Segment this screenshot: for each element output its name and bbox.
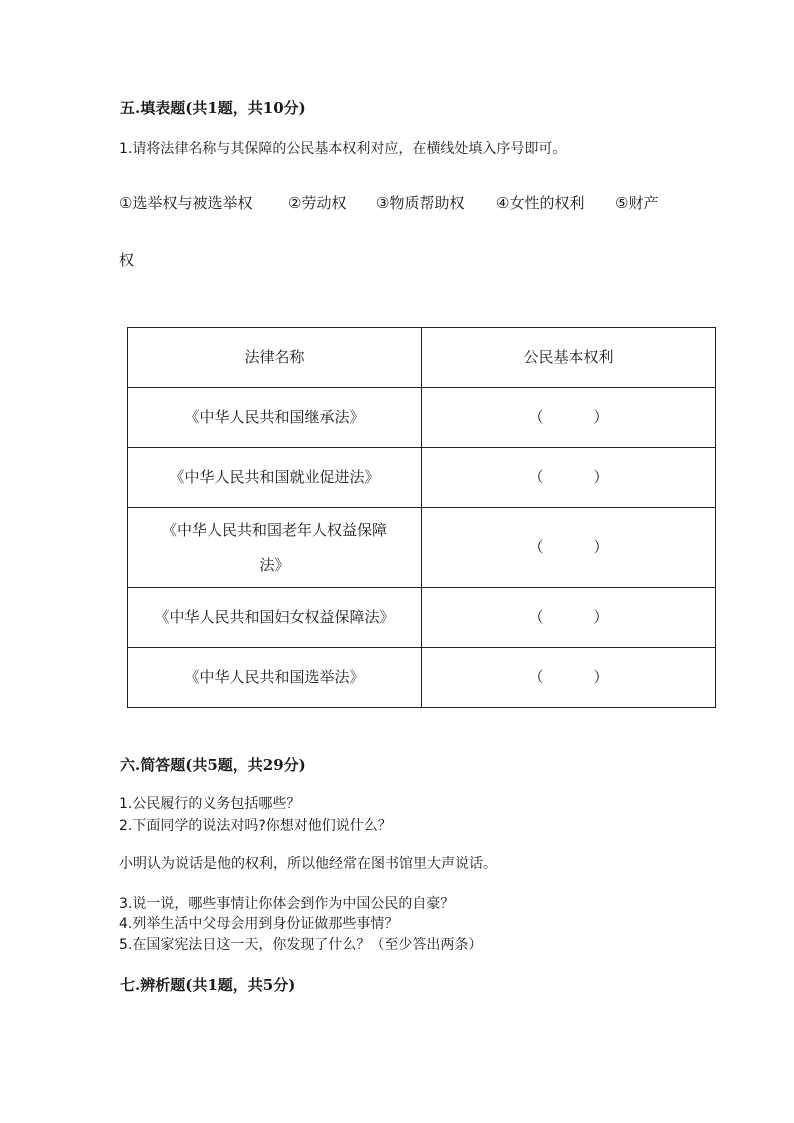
law-cell: 《中华人民共和国就业促进法》 — [128, 448, 422, 508]
section6-question-5: 5.在国家宪法日这一天，你发现了什么？（至少答出两条） — [119, 937, 483, 953]
table-row — [128, 648, 716, 708]
law-cell: 《中华人民共和国继承法》 — [128, 388, 422, 448]
option-5-wrap: 权 — [119, 251, 135, 269]
table-row — [128, 508, 716, 588]
law-cell-line1: 《中华人民共和国老年人权益保障 — [161, 520, 387, 539]
paren-close: ） — [593, 538, 609, 556]
section6-question-2: 2.下面同学的说法对吗?你想对他们说什么？ — [119, 818, 392, 834]
law-cell — [128, 508, 422, 588]
section5-question: 1.请将法律名称与其保障的公民基本权利对应，在横线处填入序号即可。 — [119, 141, 567, 157]
header-civil-right: 公民基本权利 — [422, 328, 716, 388]
section6-question-3: 3.说一说，哪些事情让你体会到作为中国公民的自豪？ — [119, 896, 455, 912]
paren-open: （ — [528, 608, 544, 626]
option-1: ①选举权与被选举权 — [119, 194, 253, 212]
section5-heading: 五.填表题(共1题，共10分) — [120, 99, 306, 117]
paren-close: ） — [593, 468, 609, 486]
answer-cell[interactable] — [422, 448, 716, 508]
option-2: ②劳动权 — [288, 194, 347, 212]
answer-cell[interactable] — [422, 508, 716, 588]
law-cell: 《中华人民共和国妇女权益保障法》 — [128, 588, 422, 648]
paren-open: （ — [528, 668, 544, 686]
paren-close: ） — [593, 608, 609, 626]
section6-question-2-statement: 小明认为说话是他的权利，所以他经常在图书馆里大声说话。 — [119, 856, 497, 872]
section6-question-4: 4.列举生活中父母会用到身份证做那些事情？ — [119, 916, 399, 932]
paren-close: ） — [593, 408, 609, 426]
answer-cell[interactable] — [422, 388, 716, 448]
table-row — [128, 588, 716, 648]
answer-cell[interactable] — [422, 588, 716, 648]
answer-cell[interactable] — [422, 648, 716, 708]
law-cell: 《中华人民共和国选举法》 — [128, 648, 422, 708]
section6-question-1: 1.公民履行的义务包括哪些？ — [119, 796, 301, 812]
law-cell-line2: 法》 — [259, 555, 290, 574]
section7-heading: 七.辨析题(共1题，共5分) — [120, 976, 296, 994]
paren-open: （ — [528, 408, 544, 426]
section6-heading: 六.简答题(共5题，共29分) — [120, 756, 306, 774]
paren-open: （ — [528, 538, 544, 556]
paren-close: ） — [593, 668, 609, 686]
paren-open: （ — [528, 468, 544, 486]
option-5: ⑤财产 — [615, 194, 659, 212]
table-row — [128, 448, 716, 508]
header-law-name: 法律名称 — [128, 328, 422, 388]
option-4: ④女性的权利 — [496, 194, 585, 212]
option-3: ③物质帮助权 — [376, 194, 465, 212]
table-row — [128, 388, 716, 448]
rights-table — [127, 327, 716, 708]
table-header-row — [128, 328, 716, 388]
